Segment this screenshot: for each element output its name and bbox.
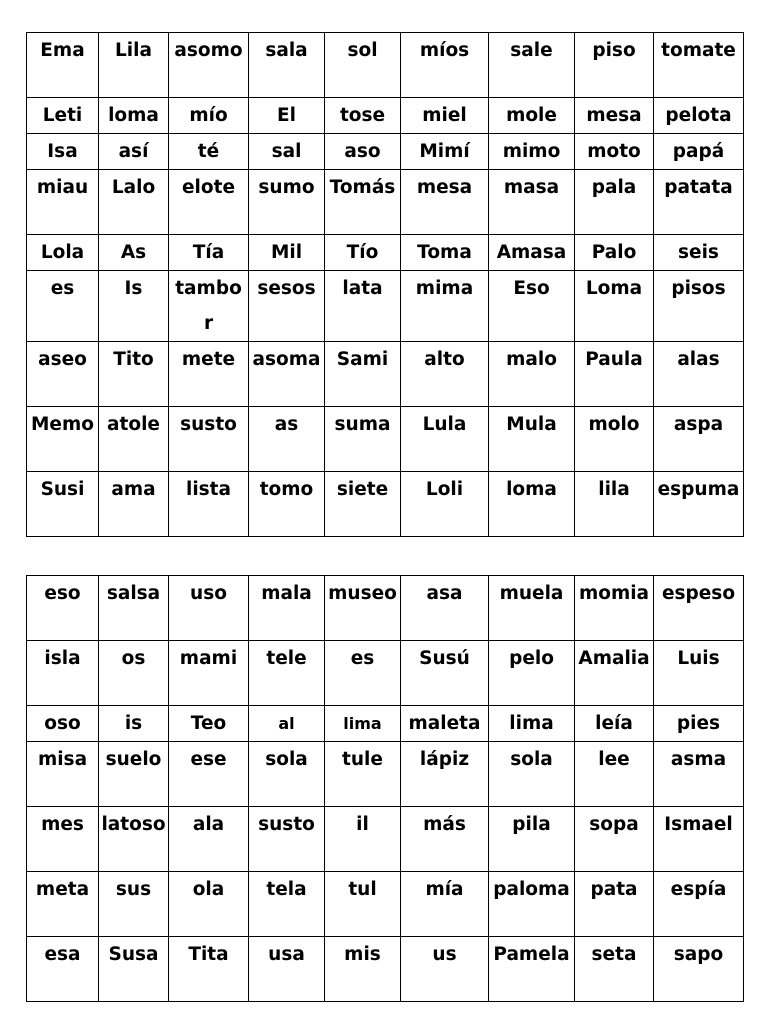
word-cell: Susú [401,641,489,706]
word-cell: tela [249,872,325,937]
word-cell: Lila [99,33,169,98]
word-cell: meta [27,872,99,937]
word-cell: asa [401,576,489,641]
word-cell: maleta [401,706,489,742]
word-cell: Toma [401,235,489,271]
word-cell: sola [249,742,325,807]
word-cell: pila [489,807,575,872]
word-cell: mimo [489,134,575,170]
word-table-2-body [27,576,744,1002]
word-cell: sale [489,33,575,98]
word-cell: Is [99,271,169,342]
word-cell: ola [169,872,249,937]
word-cell: susto [169,407,249,472]
word-cell: al [249,706,325,742]
word-cell: lila [575,472,654,537]
word-cell: tele [249,641,325,706]
word-cell: lima [325,706,401,742]
word-cell: Teo [169,706,249,742]
word-cell: Sami [325,342,401,407]
word-cell: loma [489,472,575,537]
word-cell: tomate [654,33,744,98]
table-row [27,872,744,937]
word-cell: Ismael [654,807,744,872]
table-row [27,937,744,1002]
word-cell: elote [169,170,249,235]
word-cell: pisos [654,271,744,342]
word-cell: tomo [249,472,325,537]
table-row [27,641,744,706]
word-cell: pies [654,706,744,742]
word-cell: Luis [654,641,744,706]
word-cell: Tía [169,235,249,271]
word-cell: mami [169,641,249,706]
word-cell: asomo [169,33,249,98]
table-row [27,134,744,170]
word-cell: suma [325,407,401,472]
word-cell: papá [654,134,744,170]
table-row [27,271,744,342]
word-cell: espía [654,872,744,937]
word-cell: El [249,98,325,134]
word-cell: Mula [489,407,575,472]
word-cell: mis [325,937,401,1002]
word-cell: pata [575,872,654,937]
word-cell: Lola [27,235,99,271]
table-row [27,235,744,271]
word-cell: mes [27,807,99,872]
word-cell: es [325,641,401,706]
word-cell: sola [489,742,575,807]
word-cell: miau [27,170,99,235]
word-cell: oso [27,706,99,742]
word-cell: seis [654,235,744,271]
word-cell: museo [325,576,401,641]
word-cell: míos [401,33,489,98]
word-table-1-body [27,33,744,537]
word-cell: asoma [249,342,325,407]
word-cell: pelo [489,641,575,706]
word-cell: lata [325,271,401,342]
word-cell: Mil [249,235,325,271]
word-cell: pelota [654,98,744,134]
word-cell: alas [654,342,744,407]
word-cell: sumo [249,170,325,235]
word-cell: patata [654,170,744,235]
word-cell: Tita [169,937,249,1002]
word-cell: seta [575,937,654,1002]
table-row [27,170,744,235]
word-cell: té [169,134,249,170]
word-cell: miel [401,98,489,134]
word-cell: así [99,134,169,170]
word-cell: mesa [575,98,654,134]
word-cell: eso [27,576,99,641]
word-cell: Susi [27,472,99,537]
word-cell: tule [325,742,401,807]
word-cell: espeso [654,576,744,641]
word-cell: paloma [489,872,575,937]
word-cell: lima [489,706,575,742]
word-cell: Eso [489,271,575,342]
word-cell: os [99,641,169,706]
word-cell: Isa [27,134,99,170]
word-table-1 [26,32,744,537]
table-row [27,342,744,407]
word-cell: Tío [325,235,401,271]
word-cell: momia [575,576,654,641]
word-cell: atole [99,407,169,472]
word-cell: mole [489,98,575,134]
word-cell: mesa [401,170,489,235]
word-cell: leía [575,706,654,742]
word-cell: Mimí [401,134,489,170]
word-cell: mete [169,342,249,407]
word-cell: mía [401,872,489,937]
word-cell: Pamela [489,937,575,1002]
word-cell: mala [249,576,325,641]
table-row [27,98,744,134]
word-cell: sapo [654,937,744,1002]
table-row [27,706,744,742]
word-cell: Paula [575,342,654,407]
word-cell: lista [169,472,249,537]
word-cell: asma [654,742,744,807]
word-cell: mima [401,271,489,342]
word-cell: Palo [575,235,654,271]
word-cell: tul [325,872,401,937]
word-cell: suelo [99,742,169,807]
word-cell: Leti [27,98,99,134]
word-cell: lápiz [401,742,489,807]
word-cell: Tomás [325,170,401,235]
word-cell: Amasa [489,235,575,271]
word-cell: es [27,271,99,342]
word-cell: sol [325,33,401,98]
word-cell: loma [99,98,169,134]
word-cell: tose [325,98,401,134]
table-row [27,33,744,98]
word-cell: Susa [99,937,169,1002]
word-cell: ese [169,742,249,807]
word-cell: piso [575,33,654,98]
word-cell: moto [575,134,654,170]
word-cell: aseo [27,342,99,407]
word-cell: Tito [99,342,169,407]
word-cell: usa [249,937,325,1002]
word-cell: malo [489,342,575,407]
word-cell: alto [401,342,489,407]
word-cell: más [401,807,489,872]
word-cell: susto [249,807,325,872]
word-cell: aspa [654,407,744,472]
word-cell: pala [575,170,654,235]
word-cell: is [99,706,169,742]
table-row [27,472,744,537]
table-row [27,807,744,872]
word-cell: latoso [99,807,169,872]
word-cell: mío [169,98,249,134]
word-cell: siete [325,472,401,537]
word-cell: Loli [401,472,489,537]
word-cell: sesos [249,271,325,342]
word-cell: masa [489,170,575,235]
word-cell: Ema [27,33,99,98]
word-cell: tambor [169,271,249,342]
table-row [27,576,744,641]
word-table-2 [26,575,744,1002]
word-cell: sus [99,872,169,937]
word-cell: As [99,235,169,271]
word-cell: uso [169,576,249,641]
word-cell: Amalia [575,641,654,706]
word-cell: molo [575,407,654,472]
word-cell: misa [27,742,99,807]
word-cell: us [401,937,489,1002]
word-cell: sopa [575,807,654,872]
word-cell: Lalo [99,170,169,235]
table-row [27,407,744,472]
word-cell: esa [27,937,99,1002]
word-cell: aso [325,134,401,170]
word-cell: salsa [99,576,169,641]
word-cell: Lula [401,407,489,472]
word-cell: sal [249,134,325,170]
word-cell: sala [249,33,325,98]
word-cell: isla [27,641,99,706]
word-cell: as [249,407,325,472]
word-cell: Memo [27,407,99,472]
word-cell: ama [99,472,169,537]
word-cell: espuma [654,472,744,537]
word-cell: muela [489,576,575,641]
word-cell: ala [169,807,249,872]
word-cell: il [325,807,401,872]
word-cell: Loma [575,271,654,342]
word-cell: lee [575,742,654,807]
table-row [27,742,744,807]
